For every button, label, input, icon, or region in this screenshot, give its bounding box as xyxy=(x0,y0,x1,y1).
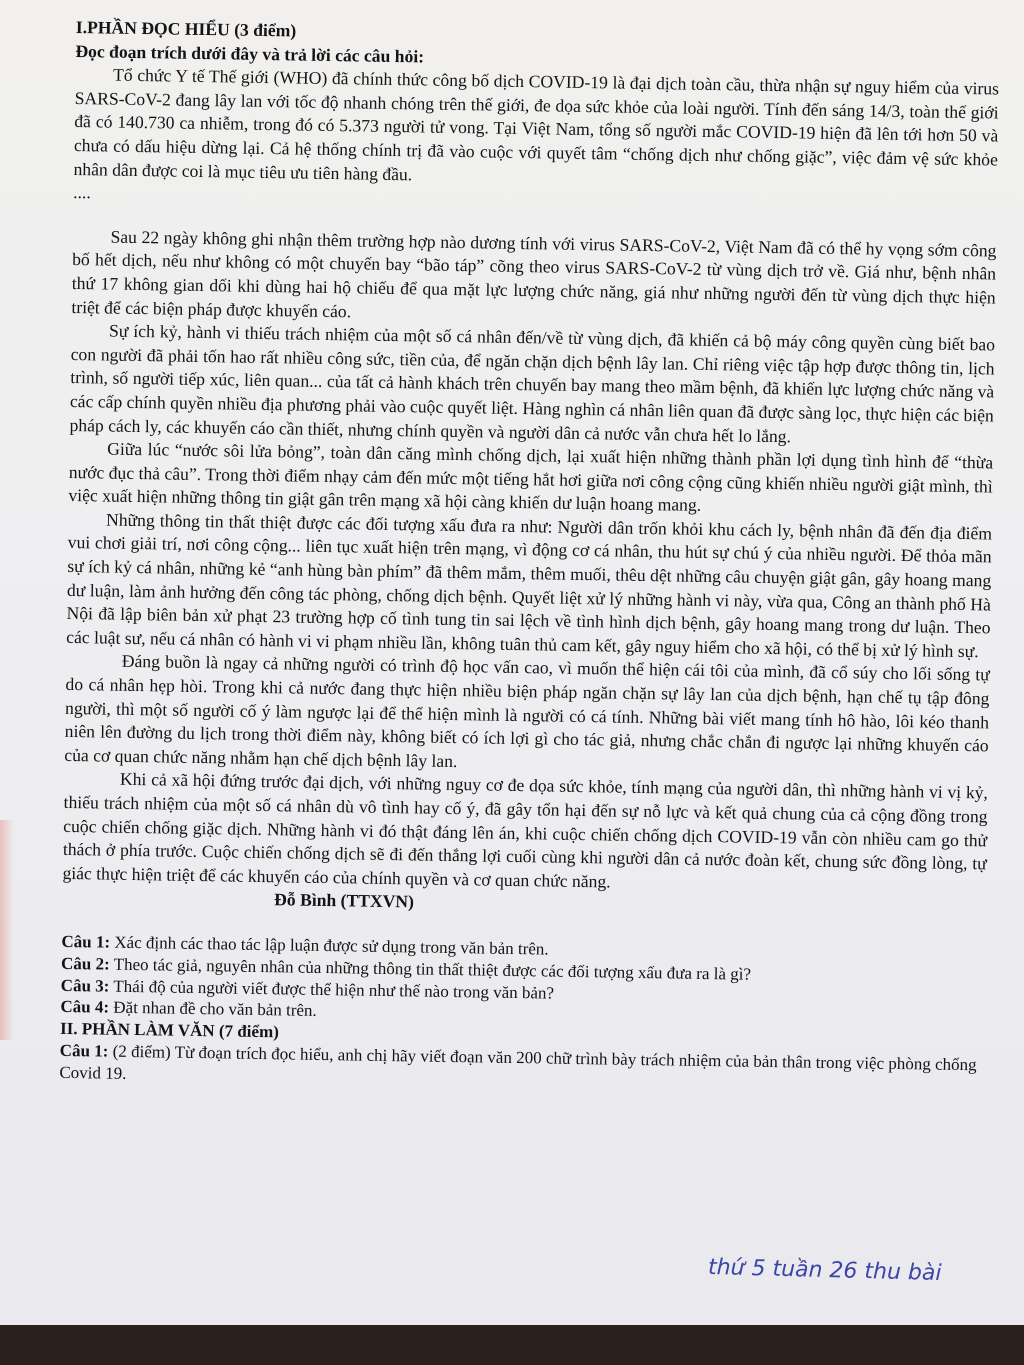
paragraph: Tổ chức Y tế Thế giới (WHO) đã chính thức công bố dịch COVID-19 là đại dịch toàn cầu, thừa nhận sự nguy hiểm của virus SARS-CoV-2 đang lây lan với tốc độ nhanh chóng trên thế giới, đe dọa sức khỏe của loài người. Tính đến sáng 14/3, toàn thế giới đã có 140.730 ca nhiễm, trong đó có 5.373 người tử vong. Tại Việt Nam, tổng số người mắc COVID-19 hiện đã lên tới hơn 50 và chưa có dấu hiệu dừng lại. Cả hệ thống chính trị đã vào cuộc với quyết tâm “chống dịch như chống giặc”, việc đảm vệ sức khỏe nhân dân được coi là mục tiêu ưu tiên hàng đầu. xyxy=(73,64,1000,184)
reading-instruction: Đọc đoạn trích dưới đây và trả lời các câu hỏi: xyxy=(75,40,425,67)
paragraph: Giữa lúc “nước sôi lửa bỏng”, toàn dân căng mình chống dịch, lại xuất hiện những thành phần lợi dụng tình hình để “thừa nước đục thả câu”. Trong thời điểm nhạy cảm đến mức một tiếng hắt hơi giữa nơi công cộng cũng khiến nhiều người giật mình, thì việc xuất hiện những thông tin giật gân trên mạng xã hội càng khiến dư luận hoang mang. xyxy=(68,438,994,516)
question-text: Xác định các thao tác lập luận được sử dụng trong văn bản trên. xyxy=(109,932,549,959)
question-label: Câu 1: xyxy=(61,931,111,952)
paragraph: Sau 22 ngày không ghi nhận thêm trường hợp nào dương tính với virus SARS-CoV-2, Việt Nam đã có thể hy vọng sớm công bố hết dịch, nếu như không có một chuyến bay “bão táp” cõng theo virus SARS-CoV-2 từ vùng dịch trở về. Giá như, bệnh nhân thứ 17 không gian dối khi dùng hai hộ chiếu để qua mặt lực lượng chức năng, giá như những người đến từ vùng dịch thực hiện triệt để các biện pháp được khuyến cáo. xyxy=(71,226,997,321)
question-list xyxy=(59,931,985,1098)
essay-label: Câu 1: xyxy=(59,1040,109,1061)
question-label: Câu 2: xyxy=(60,953,110,974)
paper-edge-mark xyxy=(0,820,14,1040)
paragraph: Những thông tin thất thiệt được các đối tượng xấu đưa ra như: Người dân trốn khỏi khu cách ly, bệnh nhân đã đến địa điểm vui chơi giải trí, nơi công cộng... liên tục xuất hiện trên mạng, vì động cơ cá nhân, thu hút sự chú ý của nhiều người. Để thỏa mãn sự ích kỷ cá nhân, những kẻ “anh hùng bàn phím” đã thêm mắm, thêm muối, thêu dệt những câu chuyện giật gân, gây hoang mang dư luận, làm ảnh hưởng đến công tác phòng, chống dịch bệnh. Quyết liệt xử lý những hành vi này, vừa qua, Công an thành phố Hà Nội đã lập biên bản xử phạt 23 trường hợp cố tình tung tin sai lệch về tình hình dịch bệnh, gây hoang mang trong dư luận. Theo các luật sư, nếu cá nhân có hành vi vi phạm nhiều lần, không tuân thủ cam kết, gây nguy hiểm cho xã hội, có thể bị xử lý hình sự. xyxy=(66,509,993,662)
paragraph: Khi cả xã hội đứng trước đại dịch, với những nguy cơ đe dọa sức khỏe, tính mạng của người dân, thì những hành vi vị kỷ, thiếu trách nhiệm của một số cá nhân dù vô tình hay cố ý, đã gây tổn hại đến sự nỗ lực và kết quả chung của cả cộng đồng trong cuộc chiến chống giặc dịch. Những hành vi đó thật đáng lên án, khi cuộc chiến chống dịch COVID-19 vẫn còn nhiều cam go thử thách ở phía trước. Cuộc chiến chống dịch sẽ đi đến thắng lợi cuối cùng khi người dân cả nước đoàn kết, chung sức đồng lòng, tự giác thực hiện triệt để các khuyến cáo của chính quyền và cơ quan chức năng. xyxy=(62,769,989,892)
paragraph: Đáng buồn là ngay cả những người có trình độ học vấn cao, vì muốn thể hiện cái tôi của mình, đã cổ súy cho lối sống tự do cá nhân hẹp hòi. Trong khi cả nước đang thực hiện nhiều biện pháp ngăn chặn sự lây lan của dịch bệnh, hạn chế tụ tập đông người, thì một số người cố ý làm ngược lại để thể hiện mình là người có cá tính. Những bài viết mang tính hô hào, lôi kéo thanh niên lên đường du lịch trong thời điểm này, không biết có ích lợi gì cho tác giả, nhưng chắc chắn đi ngược lại những khuyến cáo của cơ quan chức năng nhằm hạn chế dịch bệnh lây lan. xyxy=(64,651,990,771)
question-label: Câu 3: xyxy=(60,975,110,996)
question-label: Câu 4: xyxy=(60,997,110,1018)
handwritten-note: thứ 5 tuần 26 thu bài xyxy=(707,1254,942,1287)
article-author: Đỗ Bình (TTXVN) xyxy=(273,889,415,912)
document-content xyxy=(59,16,1000,1098)
question-text: Thái độ của người viết được thể hiện như thế nào trong văn bản? xyxy=(109,976,555,1003)
essay-text: (2 điểm) Từ đoạn trích đọc hiểu, anh chị hãy viết đoạn văn 200 chữ trình bày trách nhiệm của bản thân trong việc phòng chống Covid 19. xyxy=(59,1041,977,1083)
section2-title: II. PHẦN LÀM VĂN (7 điểm) xyxy=(59,1019,280,1042)
section1-title: I.PHẦN ĐỌC HIỂU (3 điểm) xyxy=(75,16,297,41)
ellipsis: .... xyxy=(73,182,91,203)
paragraph: Sự ích kỷ, hành vi thiếu trách nhiệm của một số cá nhân đến/về từ vùng dịch, đã khiến cả bộ máy công quyền cùng biết bao con người đã phải tốn hao rất nhiều công sức, tiền của, để ngăn chặn dịch bệnh lây lan. Chỉ riêng việc tập hợp được thông tin, lịch trình, số người tiếp xúc, liên quan... của tất cả hành khách trên chuyến bay mang theo mầm bệnh, đã khiến lực lượng chức năng và các cấp chính quyền nhiều địa phương phải vào cuộc quyết liệt. Hàng nghìn cá nhân liên quan đã được sàng lọc, thực hiện các biện pháp cách ly, các khuyến cáo cần thiết, nhưng chính quyền và người dân cả nước vẫn chưa hết lo lắng. xyxy=(69,320,996,446)
question-text: Đặt nhan đề cho văn bản trên. xyxy=(108,998,317,1021)
question-text: Theo tác giả, nguyên nhân của những thông tin thất thiệt được các đối tượng xấu đưa ra là gì? xyxy=(109,954,752,984)
